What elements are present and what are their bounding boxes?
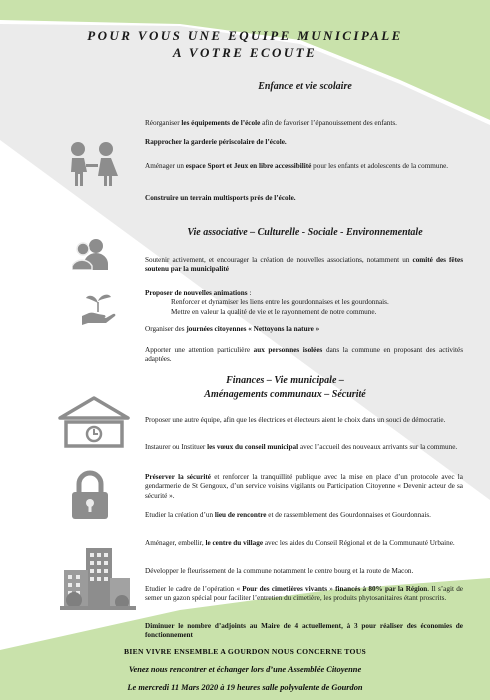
vie-paragraph-1: Soutenir activement, et encourager la création de nouvelles associations, notamment un comité des fêtes soutenu par la municipalité [145, 256, 463, 274]
finances-paragraph-3: Préserver la sécurité et renforcer la tranquillité publique avec la mise en place d’un protocole avec la gendarmerie de St Gengoux, d’un service voisins vigilants ou Participation Citoyenne « Devenir acteur de sa sécurité ». [145, 473, 463, 500]
finances-paragraph-8: Diminuer le nombre d’adjoints au Maire de 4 actuellement, à 3 pour réaliser des économies de fonctionnement [145, 622, 463, 640]
enfance-paragraph-2: Rapprocher la garderie périscolaire de l’école. [145, 138, 287, 146]
children-icon [62, 140, 124, 193]
padlock-icon [70, 470, 110, 525]
vie-animation-item-2: Mettre en valeur la qualité de vie et le rayonnement de notre commune. [171, 307, 377, 316]
main-title-line-2: A VOTRE ECOUTE [172, 45, 318, 60]
finances-paragraph-5: Aménager, embellir, le centre du village avec les aides du Conseil Régional et de la Communauté Urbaine. [145, 539, 455, 547]
finances-paragraph-7: Etudier le cadre de l’opération « Pour des cimetières vivants » financés à 80% par la Région. Il s’agit de semer un gazon spécial pour faciliter l’entretien du cimetière, les produits phytosanitaires étant proscrits. [145, 585, 463, 603]
vie-animation-item-1: Renforcer et dynamiser les liens entre les gourdonnaises et les gourdonnais. [171, 298, 389, 307]
vie-paragraph-4: Apporter une attention particulière aux personnes isolées dans la commune en proposant des activités adaptées. [145, 346, 463, 364]
finances-paragraph-6: Développer le fleurissement de la commune notamment le centre bourg et la route de Macon. [145, 567, 414, 575]
hand-plant-icon [80, 292, 116, 331]
vie-paragraph-2: Proposer de nouvelles animations : Renforcer et dynamiser les liens entre les gourdonnaises et les gourdonnais. Mettre en valeur la qualité de vie et le rayonnement de notre commune. [145, 289, 463, 317]
main-title-line-1: POUR VOUS UNE EQUIPE MUNICIPALE [87, 28, 403, 43]
buildings-icon [60, 548, 136, 619]
footer-slogan: BIEN VIVRE ENSEMBLE A GOURDON NOUS CONCERNE TOUS [123, 647, 367, 656]
finances-paragraph-4: Etudier la création d’un lieu de rencontre et de rassemblement des Gourdonnaises et Gourdonnais. [145, 511, 431, 519]
town-hall-icon [58, 396, 130, 455]
enfance-paragraph-1: Réorganiser les équipements de l’école afin de favoriser l’épanouissement des enfants. [145, 119, 397, 127]
people-icon [72, 238, 110, 275]
footer-date: Le mercredi 11 Mars 2020 à 19 heures salle polyvalente de Gourdon [127, 683, 363, 692]
vie-paragraph-3: Organiser des journées citoyennes « Nettoyons la nature » [145, 325, 320, 333]
section-title-enfance: Enfance et vie scolaire [258, 81, 352, 92]
section-title-vie-associative: Vie associative – Culturelle - Sociale - Environnementale [187, 227, 423, 238]
enfance-paragraph-3: Aménager un espace Sport et Jeux en libre accessibilité pour les enfants et adolescents de la commune. [145, 162, 449, 170]
finances-paragraph-1: Proposer une autre équipe, afin que les électrices et électeurs aient le choix dans un souci de démocratie. [145, 416, 446, 424]
footer-invitation: Venez nous rencontrer et échanger lors d’une Assemblée Citoyenne [128, 665, 362, 674]
section-title-finances-line-1: Finances – Vie municipale – [226, 375, 344, 386]
section-title-finances-line-2: Aménagements communaux – Sécurité [204, 389, 366, 400]
enfance-paragraph-4: Construire un terrain multisports près de l’école. [145, 194, 296, 202]
finances-paragraph-2: Instaurer ou Instituer les vœux du conseil municipal avec l’accueil des nouveaux arrivants sur la commune. [145, 443, 458, 451]
